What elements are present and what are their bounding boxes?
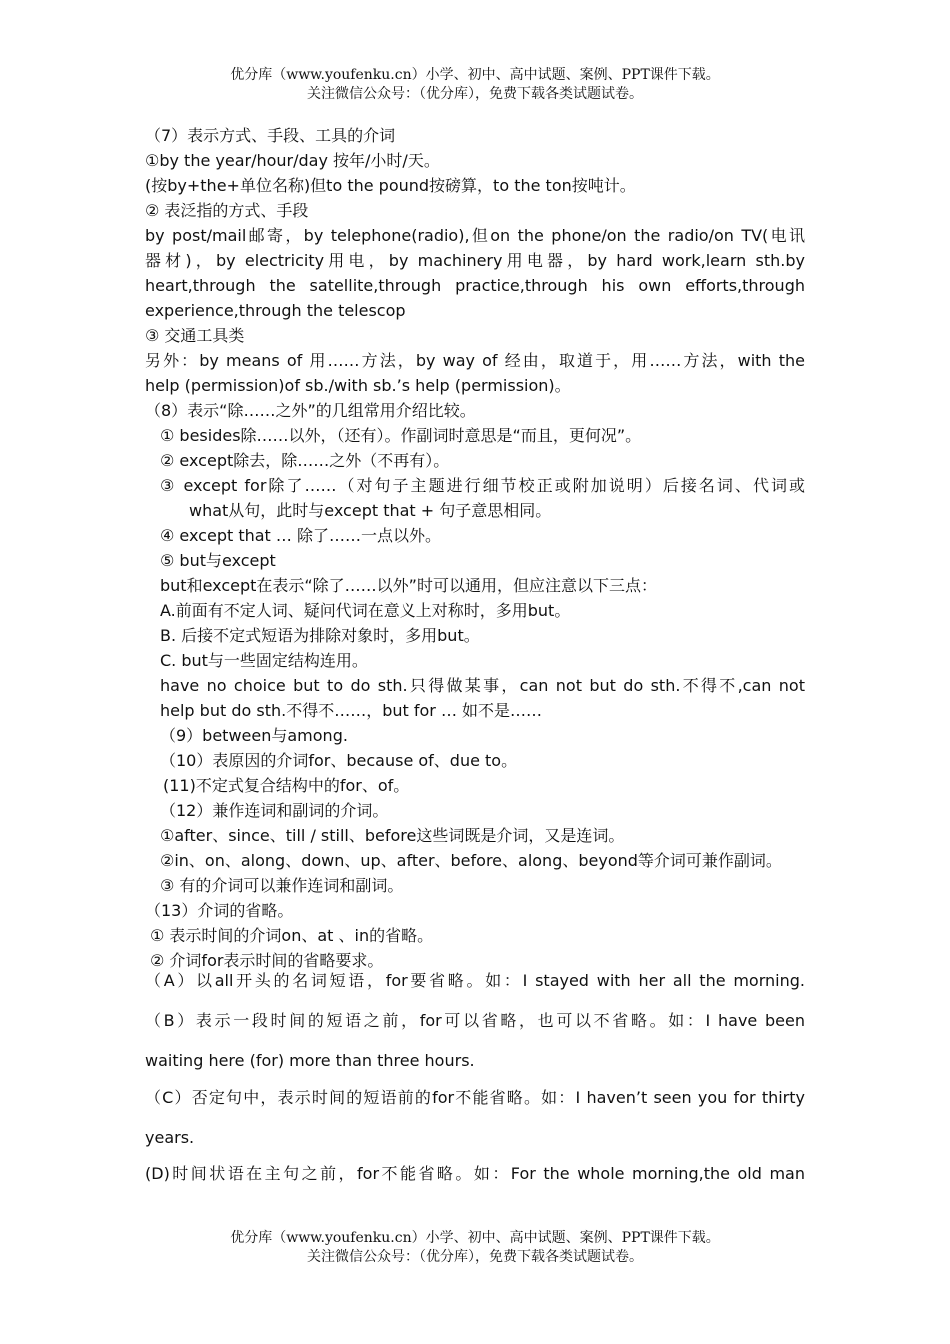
header-line-2: 关注微信公众号：（优分库），免费下载各类试题试卷。 — [307, 86, 643, 102]
text-line: 另外：by means of 用……方法，by way of 经由，取道于，用……方法，with the — [145, 351, 805, 370]
text-line: (11)不定式复合结构中的for、of。 — [163, 776, 410, 795]
header-line-1: 优分库（www.youfenku.cn）小学、初中、高中试题、案例、PPT课件下载。 — [230, 67, 720, 83]
text-line: help (permission)of sb./with sb.’s help (permission)。 — [145, 376, 571, 395]
text-line: ①after、since、till / still、before这些词既是介词，又是连词。 — [160, 826, 625, 845]
text-line: ③ 有的介词可以兼作连词和副词。 — [160, 876, 404, 895]
footer-line-1: 优分库（www.youfenku.cn）小学、初中、高中试题、案例、PPT课件下载。 — [230, 1230, 720, 1246]
text-line: （9）between与among. — [160, 726, 348, 745]
text-line: ②in、on、along、down、up、after、before、along、beyond等介词可兼作副词。 — [160, 851, 782, 870]
footer-line-2: 关注微信公众号：（优分库），免费下载各类试题试卷。 — [307, 1249, 643, 1265]
text-line: heart,through the satellite,through practice,through his own efforts,through — [145, 276, 805, 295]
text-line: ① besides除……以外，（还有）。作副词时意思是“而且，更何况”。 — [160, 426, 642, 445]
text-line: (按by+the+单位名称)但to the pound按磅算，to the ton按吨计。 — [145, 176, 636, 195]
text-line: ④ except that … 除了……一点以外。 — [160, 526, 442, 545]
text-line: what从句，此时与except that + 句子意思相同。 — [189, 501, 552, 520]
text-line: ③ 交通工具类 — [145, 326, 245, 345]
text-line: ② 介词for表示时间的省略要求。 — [150, 951, 384, 970]
text-line: ⑤ but与except — [160, 551, 276, 570]
text-line: （12）兼作连词和副词的介词。 — [160, 801, 389, 820]
text-line: ① 表示时间的介词on、at 、in的省略。 — [150, 926, 434, 945]
text-line: （7）表示方式、手段、工具的介词 — [145, 126, 396, 145]
text-line: （C）否定句中，表示时间的短语前的for不能省略。如：I haven’t seen you for thirty — [145, 1088, 805, 1107]
text-line: ② 表泛指的方式、手段 — [145, 201, 309, 220]
text-line: （A）以all开头的名词短语，for要省略。如：I stayed with her all the morning. — [145, 971, 805, 990]
text-line: （13）介词的省略。 — [145, 901, 294, 920]
text-line: C. but与一些固定结构连用。 — [160, 651, 368, 670]
text-line: but和except在表示“除了……以外”时可以通用，但应注意以下三点： — [160, 576, 657, 595]
text-line: B. 后接不定式短语为排除对象时，多用but。 — [160, 626, 480, 645]
page-footer — [0, 1229, 950, 1267]
text-line: （8）表示“除……之外”的几组常用介绍比较。 — [145, 401, 476, 420]
text-line: experience,through the telescop — [145, 301, 406, 320]
text-line: ①by the year/hour/day 按年/小时/天。 — [145, 151, 440, 170]
text-line: （10）表原因的介词for、because of、due to。 — [160, 751, 518, 770]
text-line: have no choice but to do sth.只得做某事，can not but do sth.不得不,can not — [160, 676, 805, 695]
text-line: (D)时间状语在主句之前，for不能省略。如：For the whole morning,the old man — [145, 1164, 805, 1183]
text-line: ② except除去，除……之外（不再有）。 — [160, 451, 450, 470]
text-line: ③ except for除了……（对句子主题进行细节校正或附加说明）后接名词、代词或 — [160, 476, 805, 495]
text-line: A.前面有不定人词、疑问代词在意义上对称时，多用but。 — [160, 601, 571, 620]
text-line: （B）表示一段时间的短语之前，for可以省略，也可以不省略。如：I have been — [145, 1011, 805, 1030]
text-line: waiting here (for) more than three hours. — [145, 1051, 475, 1070]
text-line: by post/mail邮寄，by telephone(radio),但on the phone/on the radio/on TV(电讯 — [145, 226, 805, 245]
text-line: years. — [145, 1128, 195, 1147]
text-line: help but do sth.不得不……，but for … 如不是…… — [160, 701, 543, 720]
page-header — [0, 66, 950, 104]
text-line: 器材)，by electricity用电，by machinery用电器，by hard work,learn sth.by — [145, 251, 805, 270]
